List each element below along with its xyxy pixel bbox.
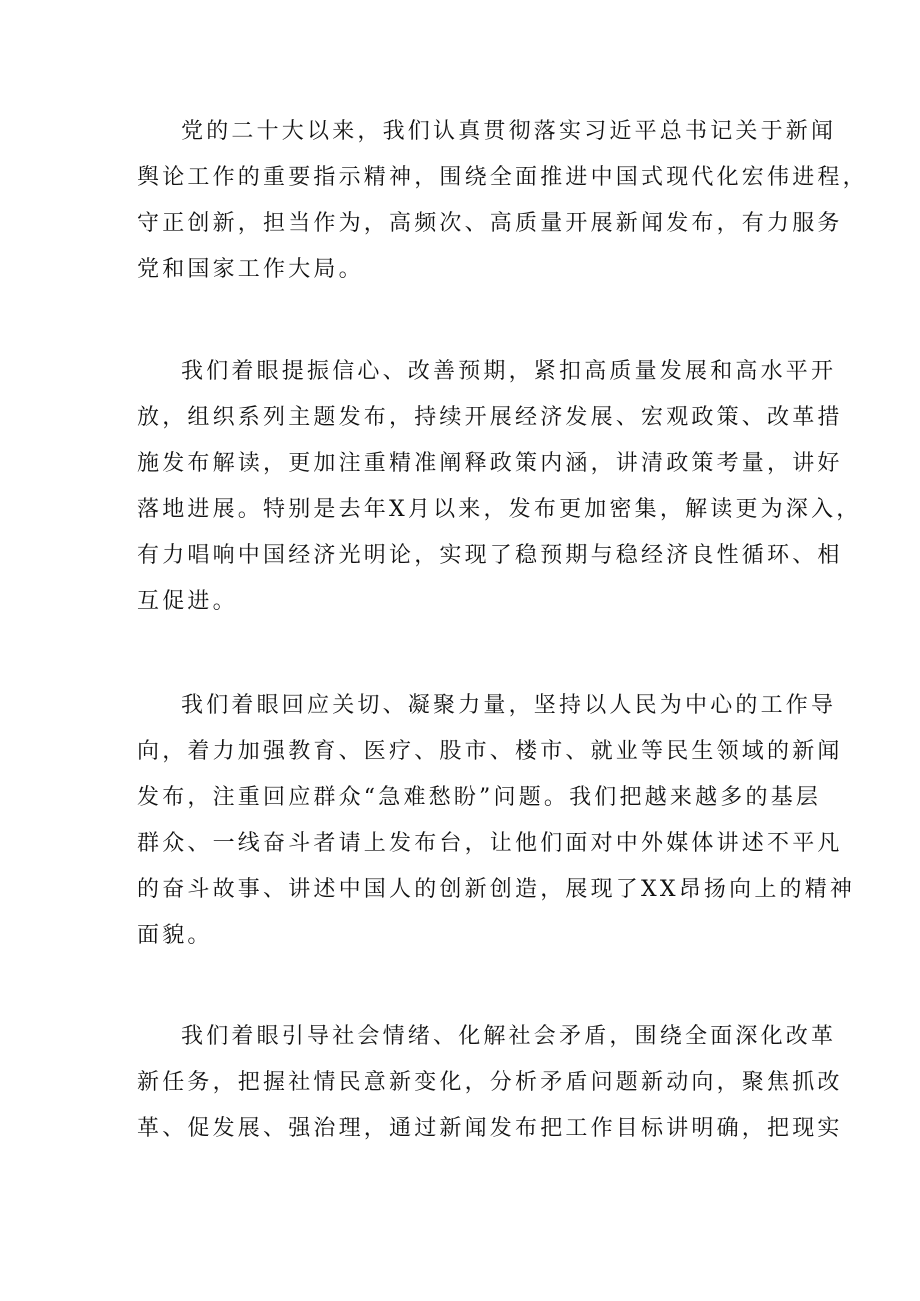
paragraph-line: 舆论工作的重要指示精神，围绕全面推进中国式现代化宏伟进程， bbox=[137, 165, 868, 190]
paragraph-line: 守正创新，担当作为，高频次、高质量开展新闻发布，有力服务 bbox=[137, 211, 843, 236]
paragraph-line: 落地进展。特别是去年X月以来，发布更加密集，解读更为深入， bbox=[137, 497, 862, 522]
paragraph-line: 互促进。 bbox=[137, 589, 238, 614]
paragraph-line: 我们着眼提振信心、改善预期，紧扣高质量发展和高水平开 bbox=[181, 359, 837, 384]
paragraph-line: 革、促发展、强治理，通过新闻发布把工作目标讲明确，把现实 bbox=[137, 1116, 843, 1141]
paragraph-line: 党的二十大以来，我们认真贯彻落实习近平总书记关于新闻 bbox=[181, 119, 837, 144]
paragraph-line: 我们着眼引导社会情绪、化解社会矛盾，围绕全面深化改革 bbox=[181, 1024, 837, 1049]
paragraph-4 bbox=[137, 1014, 843, 1152]
paragraph-line: 的奋斗故事、讲述中国人的创新创造，展现了XX昂扬向上的精神 bbox=[137, 877, 856, 902]
paragraph-line: 放，组织系列主题发布，持续开展经济发展、宏观政策、改革措 bbox=[137, 405, 843, 430]
paragraph-line: 面貌。 bbox=[137, 923, 213, 948]
paragraph-line: 新任务，把握社情民意新变化，分析矛盾问题新动向，聚焦抓改 bbox=[137, 1070, 843, 1095]
paragraph-line: 党和国家工作大局。 bbox=[137, 257, 364, 282]
paragraph-3 bbox=[137, 683, 856, 959]
paragraph-line: 向，着力加强教育、医疗、股市、楼市、就业等民生领域的新闻 bbox=[137, 739, 843, 764]
paragraph-line: 群众、一线奋斗者请上发布台，让他们面对中外媒体讲述不平凡 bbox=[137, 831, 843, 856]
paragraph-line: 我们着眼回应关切、凝聚力量，坚持以人民为中心的工作导 bbox=[181, 693, 837, 718]
paragraph-1 bbox=[137, 109, 868, 293]
paragraph-line: 有力唱响中国经济光明论，实现了稳预期与稳经济良性循环、相 bbox=[137, 543, 843, 568]
paragraph-2 bbox=[137, 349, 862, 625]
paragraph-line: 发布，注重回应群众“急难愁盼”问题。我们把越来越多的基层 bbox=[137, 785, 822, 810]
paragraph-line: 施发布解读，更加注重精准阐释政策内涵，讲清政策考量，讲好 bbox=[137, 451, 843, 476]
